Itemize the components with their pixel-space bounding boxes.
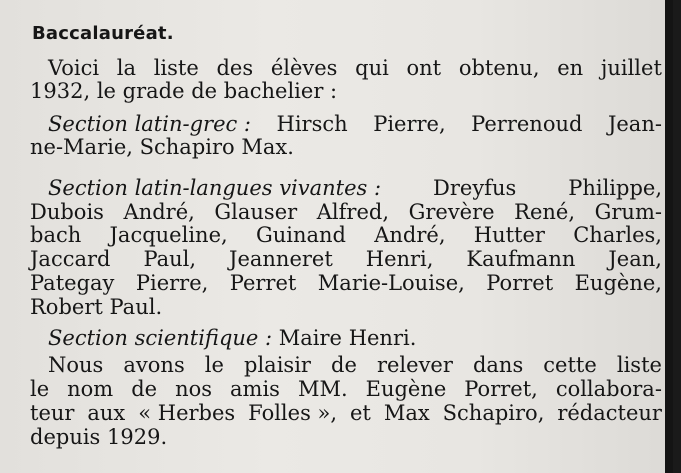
word: cette: [543, 353, 597, 377]
word: Henri,: [365, 247, 434, 271]
word: :: [330, 79, 338, 103]
word: Dreyfus: [433, 176, 517, 200]
text-line: [30, 80, 337, 104]
word: bach: [30, 223, 82, 247]
word: Maire: [278, 326, 342, 350]
word: amis: [230, 377, 280, 401]
word: nom: [67, 377, 114, 401]
word: la: [116, 56, 137, 80]
word: collabora-: [555, 377, 662, 401]
word: Max: [383, 401, 430, 425]
word: Hutter: [473, 223, 545, 247]
word: Jacqueline,: [109, 223, 228, 247]
word: Jeanneret: [229, 247, 333, 271]
word: Voici: [48, 56, 100, 80]
word: Grum-: [594, 200, 662, 224]
text-line: [48, 113, 662, 137]
word: élèves: [270, 56, 338, 80]
text-line: [48, 57, 662, 81]
word: Schapiro: [139, 135, 235, 159]
word: Glauser: [214, 200, 298, 224]
text-line: [48, 177, 662, 201]
word: le: [96, 79, 116, 103]
section-heading: Baccalauréat.: [32, 23, 174, 44]
text-line: [30, 248, 662, 272]
word: aux: [87, 401, 126, 425]
word: Jean,: [608, 247, 662, 271]
word: Eugène: [365, 377, 447, 401]
text-line: [30, 402, 662, 426]
word: Kaufmann: [466, 247, 576, 271]
word: Paul,: [143, 247, 197, 271]
word: de: [191, 79, 218, 103]
word: Henri.: [348, 326, 417, 350]
word: René,: [514, 200, 576, 224]
word: des: [216, 56, 254, 80]
word: Eugène,: [574, 271, 662, 295]
word: Pierre,: [373, 112, 446, 136]
word: ont: [406, 56, 442, 80]
word: le: [204, 353, 224, 377]
word: MM.: [297, 377, 348, 401]
section-label: Section latin-langues vivantes :: [48, 176, 382, 200]
word: Pierre,: [135, 271, 209, 295]
page-edge-shadow: [665, 0, 673, 473]
text-line: [30, 378, 662, 402]
word: liste: [616, 353, 662, 377]
word: Paul.: [109, 295, 163, 319]
word: Philippe,: [568, 176, 662, 200]
word: Nous: [48, 353, 104, 377]
word: plaisir: [244, 353, 311, 377]
text-line: [30, 224, 662, 248]
word: nos: [175, 377, 213, 401]
word: André,: [374, 223, 446, 247]
word: qui: [355, 56, 389, 80]
word: depuis: [30, 425, 101, 449]
word: bachelier: [223, 79, 324, 103]
word: Porret: [486, 271, 554, 295]
word: Grevère: [408, 200, 495, 224]
text-line: [30, 296, 162, 320]
word: liste: [153, 56, 199, 80]
word: Schapiro,: [442, 401, 545, 425]
word: Guinand: [255, 223, 346, 247]
word: « Herbes: [138, 401, 236, 425]
word: André,: [123, 200, 195, 224]
word: juillet: [600, 56, 662, 80]
word: dans: [472, 353, 524, 377]
word: 1932,: [30, 79, 91, 103]
word: Jaccard: [30, 247, 111, 271]
text-line: [48, 327, 416, 351]
word: Max.: [241, 135, 294, 159]
word: teur: [30, 401, 75, 425]
word: rédacteur: [557, 401, 662, 425]
text-line: [30, 201, 662, 225]
word: grade: [122, 79, 185, 103]
text-line: [48, 354, 662, 378]
word: Perret: [229, 271, 297, 295]
word: en: [557, 56, 584, 80]
word: Alfred,: [316, 200, 389, 224]
word: Dubois: [30, 200, 104, 224]
section-label: Section scientifique :: [48, 326, 273, 350]
word: Porret,: [464, 377, 538, 401]
word: le: [30, 377, 50, 401]
word: Jean-: [607, 112, 662, 136]
word: obtenu,: [458, 56, 540, 80]
word: Marie-Louise,: [317, 271, 465, 295]
word: de: [331, 353, 357, 377]
word: 1929.: [107, 425, 168, 449]
word: de: [131, 377, 158, 401]
text-line: [30, 272, 662, 296]
word: relever: [376, 353, 453, 377]
word: Folles »,: [248, 401, 338, 425]
section-label: Section latin-grec :: [48, 112, 252, 136]
word: Charles,: [573, 223, 662, 247]
text-line: [30, 136, 294, 160]
word: ne-Marie,: [30, 135, 133, 159]
word: Hirsch: [276, 112, 348, 136]
word: Robert: [30, 295, 103, 319]
word: Pategay: [30, 271, 115, 295]
word: et: [350, 401, 371, 425]
text-line: [30, 426, 167, 450]
word: Perrenoud: [471, 112, 583, 136]
word: avons: [123, 353, 185, 377]
